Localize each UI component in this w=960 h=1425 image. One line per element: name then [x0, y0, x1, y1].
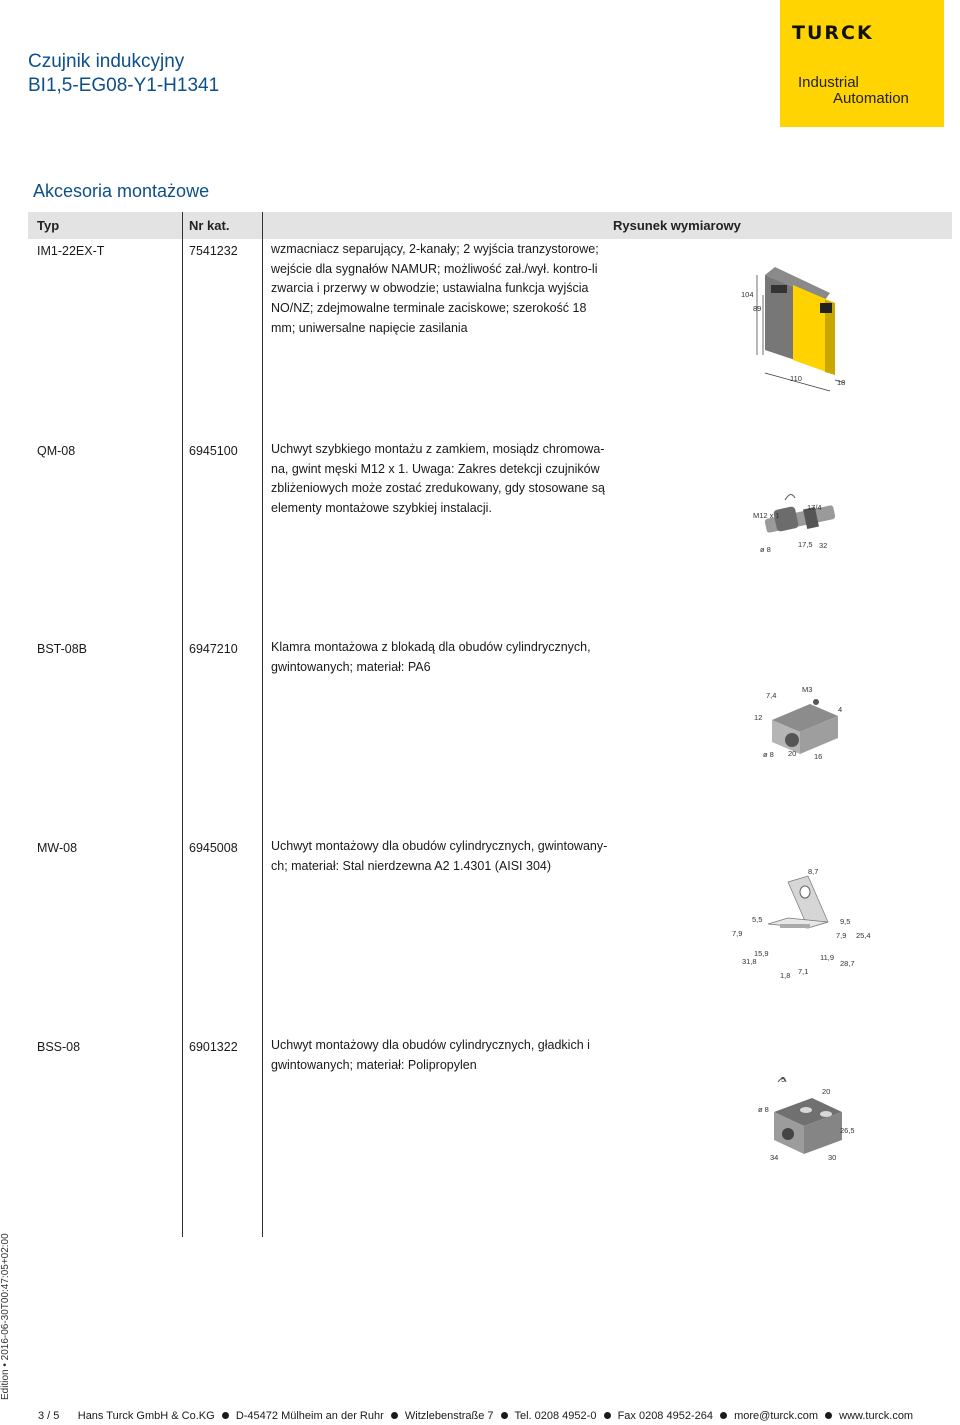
dimension-drawing-mounting-clamp: [750, 680, 860, 765]
company-street: Witzlebenstraße 7: [404, 1410, 494, 1422]
row-description: Uchwyt montażowy dla obudów cylindrycznych, gładkich i gwintowanych; materiał: Polipropylen: [271, 1038, 590, 1072]
row-description: wzmacniacz separujący, 2-kanały; 2 wyjścia tranzystorowe; wejście dla sygnałów NAMUR; możliwość zał./wył. kontro-li zwarcia i przerwy w obwodzie; ustawialna funkcja wyjścia NO/NZ; zdejmowalne terminale zaciskowe; szerokość 18 mm; uniwersalne napięcie zasilania: [271, 242, 599, 335]
dim-label: ø 8: [760, 545, 771, 554]
logo-text: TURCK: [792, 22, 874, 44]
dim-label: 20: [822, 1087, 831, 1096]
dim-label: M12 x 1: [753, 511, 780, 520]
dim-label: 7,9: [836, 931, 847, 940]
row-type: QM-08: [37, 444, 76, 458]
row-type: MW-08: [37, 841, 78, 855]
dim-label: 34: [770, 1153, 779, 1162]
row-catalog-number: 6947210: [189, 642, 238, 656]
column-divider: [262, 212, 263, 1237]
row-type: IM1-22EX-T: [37, 244, 105, 258]
dimension-drawing-isolating-amplifier: [735, 255, 865, 395]
dim-label: 20: [788, 749, 797, 758]
dim-label: 25,4: [856, 931, 871, 940]
dim-label: 1,8: [780, 971, 791, 980]
dimension-drawing-mounting-block: [750, 1068, 860, 1168]
dim-label: 5: [781, 1075, 786, 1084]
dim-label: 11,9: [820, 953, 835, 962]
row-catalog-number: 6945008: [189, 841, 238, 855]
column-divider: [182, 212, 183, 1237]
dim-label: 7,1: [798, 967, 809, 976]
dimension-drawing-quick-mount: [745, 480, 855, 560]
dim-label: 31,8: [742, 957, 757, 966]
edition-stamp: Edition • 2016-06-30T00:47:05+02:00: [0, 1233, 11, 1400]
bullet-icon: [391, 1412, 398, 1419]
dim-label: 7,4: [766, 691, 777, 700]
dim-label: 18: [837, 378, 846, 387]
company-phone: Tel. 0208 4952-0: [514, 1410, 597, 1422]
dim-label: 7,9: [732, 929, 743, 938]
dim-label: 26,5: [840, 1126, 855, 1135]
dim-label: 17,5: [798, 540, 813, 549]
bullet-icon: [825, 1412, 832, 1419]
row-catalog-number: 6901322: [189, 1040, 238, 1054]
company-website[interactable]: www.turck.com: [839, 1410, 914, 1422]
company-email[interactable]: more@turck.com: [734, 1410, 819, 1422]
turck-logo: [780, 0, 944, 127]
dim-label: M3: [802, 685, 813, 694]
dim-label: 28,7: [840, 959, 855, 968]
page-footer: [38, 1410, 913, 1422]
dim-label: 4: [838, 705, 843, 714]
dim-label: 9,5: [840, 917, 851, 926]
dim-label: 15,9: [754, 949, 769, 958]
dim-label: 8,7: [808, 867, 819, 876]
dim-label: 12: [754, 713, 763, 722]
row-description: Uchwyt szybkiego montażu z zamkiem, mosiądz chromowa-na, gwint męski M12 x 1. Uwaga: Zakres detekcji czujników zbliżeniowych może zostać zredukowany, gdy stosowane są elementy montażowe szybkiej instalacji.: [271, 442, 605, 516]
dim-label: 17/4: [807, 503, 822, 512]
dim-label: ø 8: [763, 750, 774, 759]
dim-label: 104: [741, 290, 754, 299]
title-line-2: BI1,5-EG08-Y1-H1341: [28, 75, 220, 96]
company-address: D-45472 Mülheim an der Ruhr: [235, 1410, 384, 1422]
dim-label: ø 8: [758, 1105, 769, 1114]
row-catalog-number: 7541232: [189, 244, 238, 258]
row-catalog-number: 6945100: [189, 444, 238, 458]
company-fax: Fax 0208 4952-264: [617, 1410, 713, 1422]
page-number: 3 / 5: [38, 1410, 60, 1422]
bullet-icon: [222, 1412, 229, 1419]
table-header: [28, 212, 952, 239]
logo-subtitle-1: Industrial: [798, 74, 859, 91]
row-type: BST-08B: [37, 642, 88, 656]
dim-label: 89: [753, 304, 762, 313]
row-type: BSS-08: [37, 1040, 81, 1054]
bullet-icon: [720, 1412, 727, 1419]
dimension-drawing-mounting-bracket: [728, 862, 878, 982]
row-description: Klamra montażowa z blokadą dla obudów cylindrycznych, gwintowanych; materiał: PA6: [271, 640, 591, 674]
column-header-catalog-number: Nr kat.: [189, 218, 230, 233]
column-header-type: Typ: [37, 218, 60, 233]
document-title: [28, 50, 219, 98]
title-line-1: Czujnik indukcyjny: [28, 51, 185, 72]
dim-label: 110: [790, 374, 802, 383]
logo-subtitle-2: Automation: [833, 90, 909, 107]
company-name: Hans Turck GmbH & Co.KG: [77, 1410, 215, 1422]
bullet-icon: [501, 1412, 508, 1419]
bullet-icon: [604, 1412, 611, 1419]
section-title: Akcesoria montażowe: [33, 181, 210, 201]
dim-label: 16: [814, 752, 823, 761]
row-description: Uchwyt montażowy dla obudów cylindrycznych, gwintowany-ch; materiał: Stal nierdzewna A2 1.4301 (AISI 304): [271, 839, 608, 873]
column-header-drawing: Rysunek wymiarowy: [613, 218, 741, 233]
dim-label: 5,5: [752, 915, 763, 924]
dim-label: 30: [828, 1153, 837, 1162]
dim-label: 32: [819, 541, 828, 550]
